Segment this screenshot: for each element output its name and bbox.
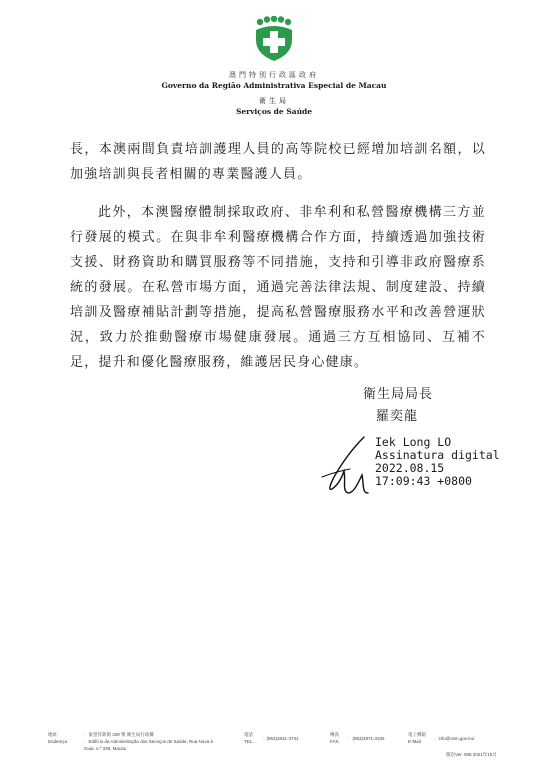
footer-tel-label bbox=[244, 731, 254, 745]
footer-fax-label bbox=[330, 731, 340, 745]
body-paragraph-2: 此外，本澳醫療體制採取政府、非牟利和私營醫療機構三方並行發展的模式。在與非牟利醫療機構合作方面，持續透過加強技術支援、財務資助和購買服務等不同措施，支持和引導非政府醫療系統的發展。在私營市場方面，通過完善法律法規、制度建設、持續培訓及醫療補貼計劃等措施，提高私營醫療服務水平和改善營運狀況，致力於推動醫療市場健康發展。通過三方互相協同、互補不足，提升和優化醫療服務，維護居民身心健康。 bbox=[70, 205, 486, 370]
address-pt-line-2: Guia, n.º 339, Macau bbox=[84, 746, 127, 751]
signatory-name: 羅奕龍 bbox=[376, 409, 419, 424]
body-paragraph-1: 長，本澳兩間負責培訓護理人員的高等院校已經增加培訓名額，以加強培訓與長者相關的專業醫護人員。 bbox=[70, 142, 486, 182]
department-name-portuguese: Serviços de Saúde bbox=[235, 107, 313, 116]
signatory-title: 衛生局局長 bbox=[363, 387, 434, 402]
digital-signature-time: 17:09:43 +0800 bbox=[375, 474, 472, 488]
footer-tel-value: ：(853)2831-3731 bbox=[262, 736, 299, 741]
address-label-zh: 地址: bbox=[48, 732, 59, 737]
health-bureau-logo bbox=[252, 16, 296, 62]
footer-address bbox=[84, 731, 234, 752]
document-version: 版次Ver. 005 2021年10月 bbox=[446, 752, 497, 757]
fax-label-pt: FAX. bbox=[330, 739, 340, 744]
government-name-portuguese: Governo da Região Administrativa Especial de Macau bbox=[161, 81, 387, 90]
address-label-pt: Endereço bbox=[48, 739, 68, 744]
footer-fax-value: ：(853)2871-3105 bbox=[348, 736, 385, 741]
footer-email-label bbox=[408, 731, 426, 745]
digital-signature-label: Assinatura digital bbox=[375, 448, 500, 462]
email-label-zh: 電子郵箱 bbox=[408, 732, 426, 737]
tel-label-pt: TEL. bbox=[244, 739, 254, 744]
digital-signature-name: Iek Long LO bbox=[375, 435, 452, 449]
digital-signature-date: 2022.08.15 bbox=[375, 461, 445, 475]
tel-label-zh: 電話 bbox=[244, 732, 253, 737]
address-pt-line-1: ：Edifício da Administração dos Serviços de Saúde, Rua Nova à bbox=[84, 739, 213, 744]
fax-label-zh: 傳真 bbox=[330, 732, 339, 737]
government-name-chinese: 澳門特別行政區政府 bbox=[229, 71, 319, 79]
email-label-pt: E-Mail bbox=[408, 739, 421, 744]
handwritten-signature bbox=[318, 433, 376, 499]
address-zh: ：東望洋新街 339 號 衛生局行政樓 bbox=[84, 732, 154, 737]
footer-email-value: ：info@ssm.gov.mo bbox=[434, 736, 475, 741]
department-name-chinese: 衛生局 bbox=[259, 97, 289, 105]
footer-address-label bbox=[48, 731, 67, 745]
